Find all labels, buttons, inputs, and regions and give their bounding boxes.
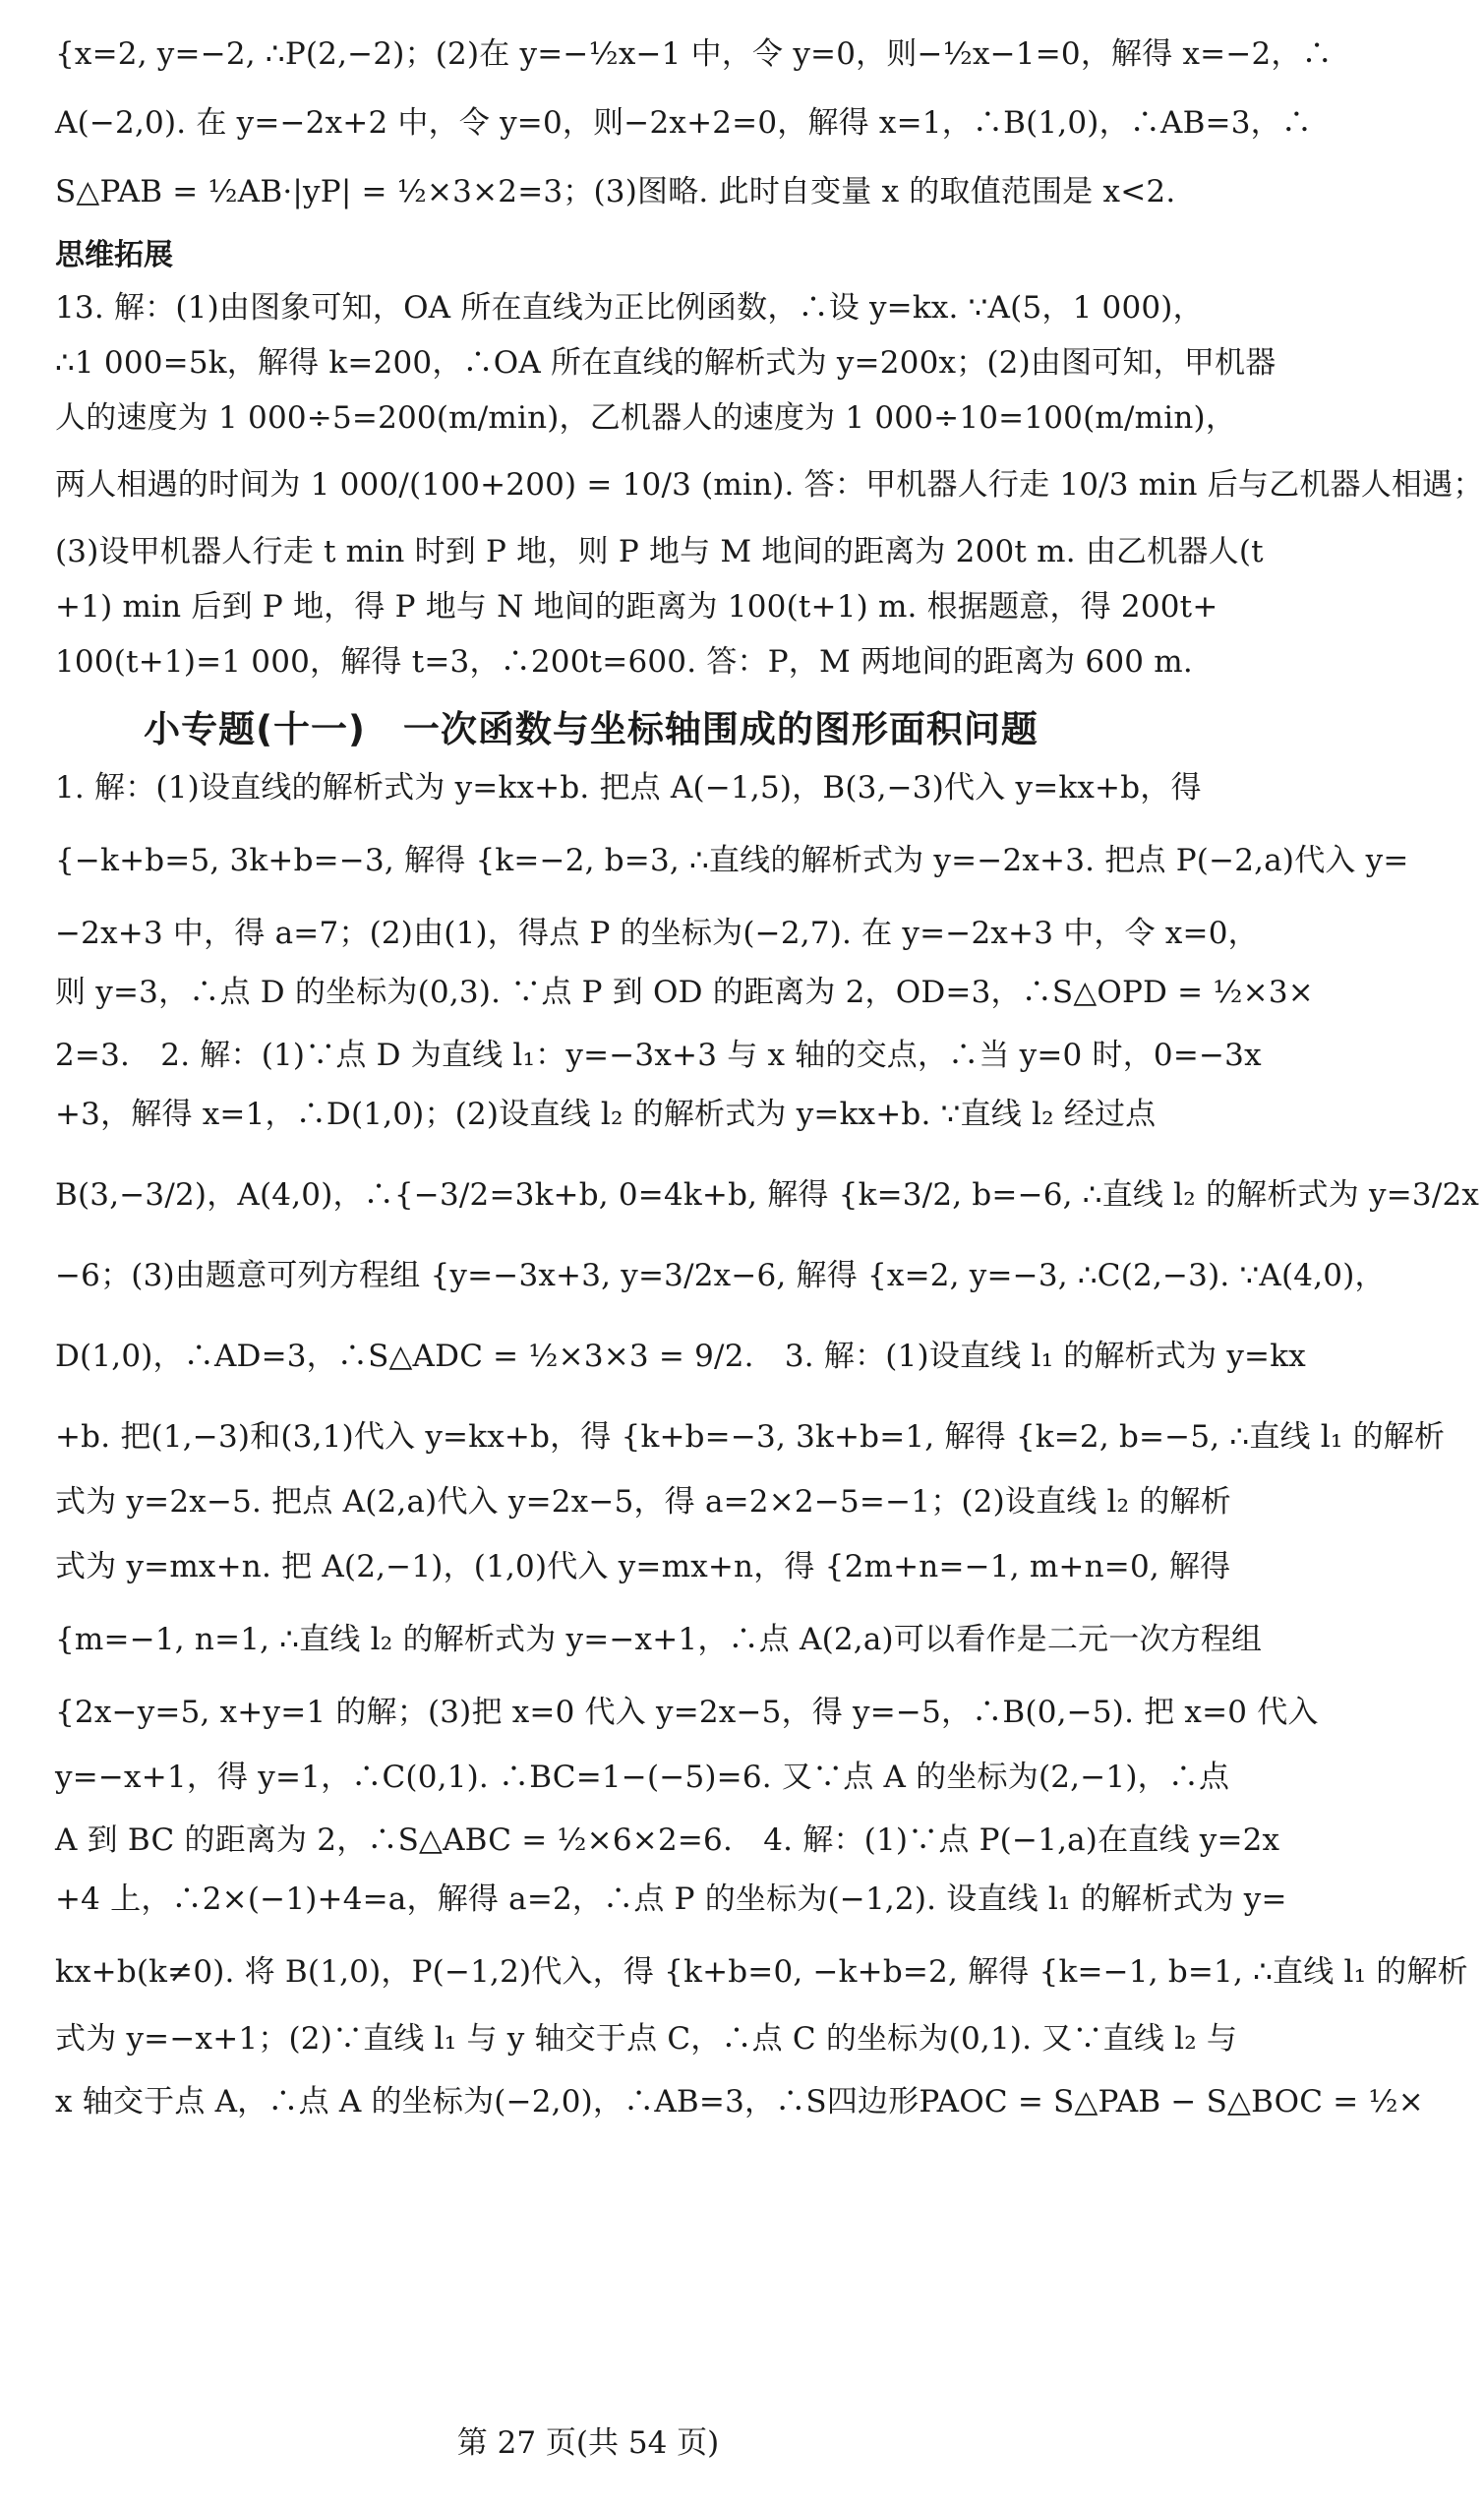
text-line: S△PAB = ½AB·|yP| = ½×3×2=3；(3)图略. 此时自变量 x 的取值范围是 x<2. — [55, 174, 1176, 209]
text-line: 13. 解：(1)由图象可知，OA 所在直线为正比例函数，∴设 y=kx. ∵A(5，1 000)， — [55, 290, 1204, 326]
text-line: 式为 y=−x+1；(2)∵直线 l₁ 与 y 轴交于点 C，∴点 C 的坐标为(0,1). 又∵直线 l₂ 与 — [55, 2021, 1238, 2057]
text-line: 式为 y=2x−5. 把点 A(2,a)代入 y=2x−5，得 a=2×2−5=−1；(2)设直线 l₂ 的解析 — [55, 1484, 1231, 1520]
text-line: 2=3. 2. 解：(1)∵点 D 为直线 l₁：y=−3x+3 与 x 轴的交点，∴当 y=0 时，0=−3x — [55, 1038, 1262, 1073]
text-line: 1. 解：(1)设直线的解析式为 y=kx+b. 把点 A(−1,5)，B(3,−3)代入 y=kx+b，得 — [55, 770, 1202, 806]
text-line: x 轴交于点 A，∴点 A 的坐标为(−2,0)，∴AB=3，∴S四边形PAOC = S△PAB − S△BOC = ½× — [55, 2084, 1424, 2120]
text-line: (3)设甲机器人行走 t min 时到 P 地，则 P 地与 M 地间的距离为 200t m. 由乙机器人(t — [55, 534, 1264, 569]
text-line: {m=−1, n=1, ∴直线 l₂ 的解析式为 y=−x+1，∴点 A(2,a)可以看作是二元一次方程组 — [55, 1622, 1263, 1657]
text-line: {x=2, y=−2, ∴P(2,−2)；(2)在 y=−½x−1 中，令 y=0，则−½x−1=0，解得 x=−2，∴ — [55, 36, 1333, 72]
text-line: +1) min 后到 P 地，得 P 地与 N 地间的距离为 100(t+1) m. 根据题意，得 200t+ — [55, 589, 1218, 625]
text-line: A(−2,0). 在 y=−2x+2 中，令 y=0，则−2x+2=0，解得 x=1，∴B(1,0)，∴AB=3，∴ — [55, 105, 1313, 141]
text-line: A 到 BC 的距离为 2，∴S△ABC = ½×6×2=6. 4. 解：(1)∵点 P(−1,a)在直线 y=2x — [55, 1822, 1280, 1858]
text-line: −2x+3 中，得 a=7；(2)由(1)，得点 P 的坐标为(−2,7). 在 y=−2x+3 中，令 x=0， — [55, 916, 1259, 951]
text-line: 则 y=3，∴点 D 的坐标为(0,3). ∵点 P 到 OD 的距离为 2，OD=3，∴S△OPD = ½×3× — [55, 975, 1314, 1010]
page-number: 第 27 页(共 54 页) — [456, 2425, 720, 2461]
text-line: +b. 把(1,−3)和(3,1)代入 y=kx+b，得 {k+b=−3, 3k+b=1, 解得 {k=2, b=−5, ∴直线 l₁ 的解析 — [55, 1419, 1446, 1455]
text-line: −6；(3)由题意可列方程组 {y=−3x+3, y=3/2x−6, 解得 {x=2, y=−3, ∴C(2,−3). ∵A(4,0)， — [55, 1258, 1386, 1293]
text-line: {2x−y=5, x+y=1 的解；(3)把 x=0 代入 y=2x−5，得 y=−5，∴B(0,−5). 把 x=0 代入 — [55, 1695, 1319, 1730]
section-label: 思维拓展 — [55, 238, 173, 272]
special-topic-answers — [55, 770, 1480, 2120]
text-line: ∴1 000=5k，解得 k=200，∴OA 所在直线的解析式为 y=200x；(2)由图可知，甲机器 — [55, 345, 1276, 381]
section-heading: 小专题(十一) 一次函数与坐标轴围成的图形面积问题 — [144, 708, 1039, 750]
text-line: 100(t+1)=1 000，解得 t=3，∴200t=600. 答：P，M 两地间的距离为 600 m. — [55, 644, 1193, 680]
text-line: {−k+b=5, 3k+b=−3, 解得 {k=−2, b=3, ∴直线的解析式为 y=−2x+3. 把点 P(−2,a)代入 y= — [55, 843, 1409, 878]
text-line: 式为 y=mx+n. 把 A(2,−1)，(1,0)代入 y=mx+n，得 {2m+n=−1, m+n=0, 解得 — [55, 1549, 1231, 1584]
text-line: B(3,−3/2)，A(4,0)，∴{−3/2=3k+b, 0=4k+b, 解得 {k=3/2, b=−6, ∴直线 l₂ 的解析式为 y=3/2x — [55, 1177, 1480, 1213]
text-line: y=−x+1，得 y=1，∴C(0,1). ∴BC=1−(−5)=6. 又∵点 A 的坐标为(2,−1)，∴点 — [55, 1760, 1230, 1795]
text-line: 两人相遇的时间为 1 000/(100+200) = 10/3 (min). 答：甲机器人行走 10/3 min 后与乙机器人相遇； — [55, 467, 1484, 503]
text-line: +4 上，∴2×(−1)+4=a，解得 a=2，∴点 P 的坐标为(−1,2). 设直线 l₁ 的解析式为 y= — [55, 1881, 1287, 1917]
text-line: kx+b(k≠0). 将 B(1,0)，P(−1,2)代入，得 {k+b=0, −k+b=2, 解得 {k=−1, b=1, ∴直线 l₁ 的解析 — [55, 1954, 1468, 1990]
text-line: +3，解得 x=1，∴D(1,0)；(2)设直线 l₂ 的解析式为 y=kx+b. ∵直线 l₂ 经过点 — [55, 1097, 1157, 1132]
answer-continuation — [55, 36, 1333, 209]
text-line: D(1,0)，∴AD=3，∴S△ADC = ½×3×3 = 9/2. 3. 解：(1)设直线 l₁ 的解析式为 y=kx — [55, 1339, 1306, 1374]
problem-13 — [55, 290, 1484, 680]
text-line: 人的速度为 1 000÷5=200(m/min)，乙机器人的速度为 1 000÷10=100(m/min)， — [55, 400, 1237, 436]
